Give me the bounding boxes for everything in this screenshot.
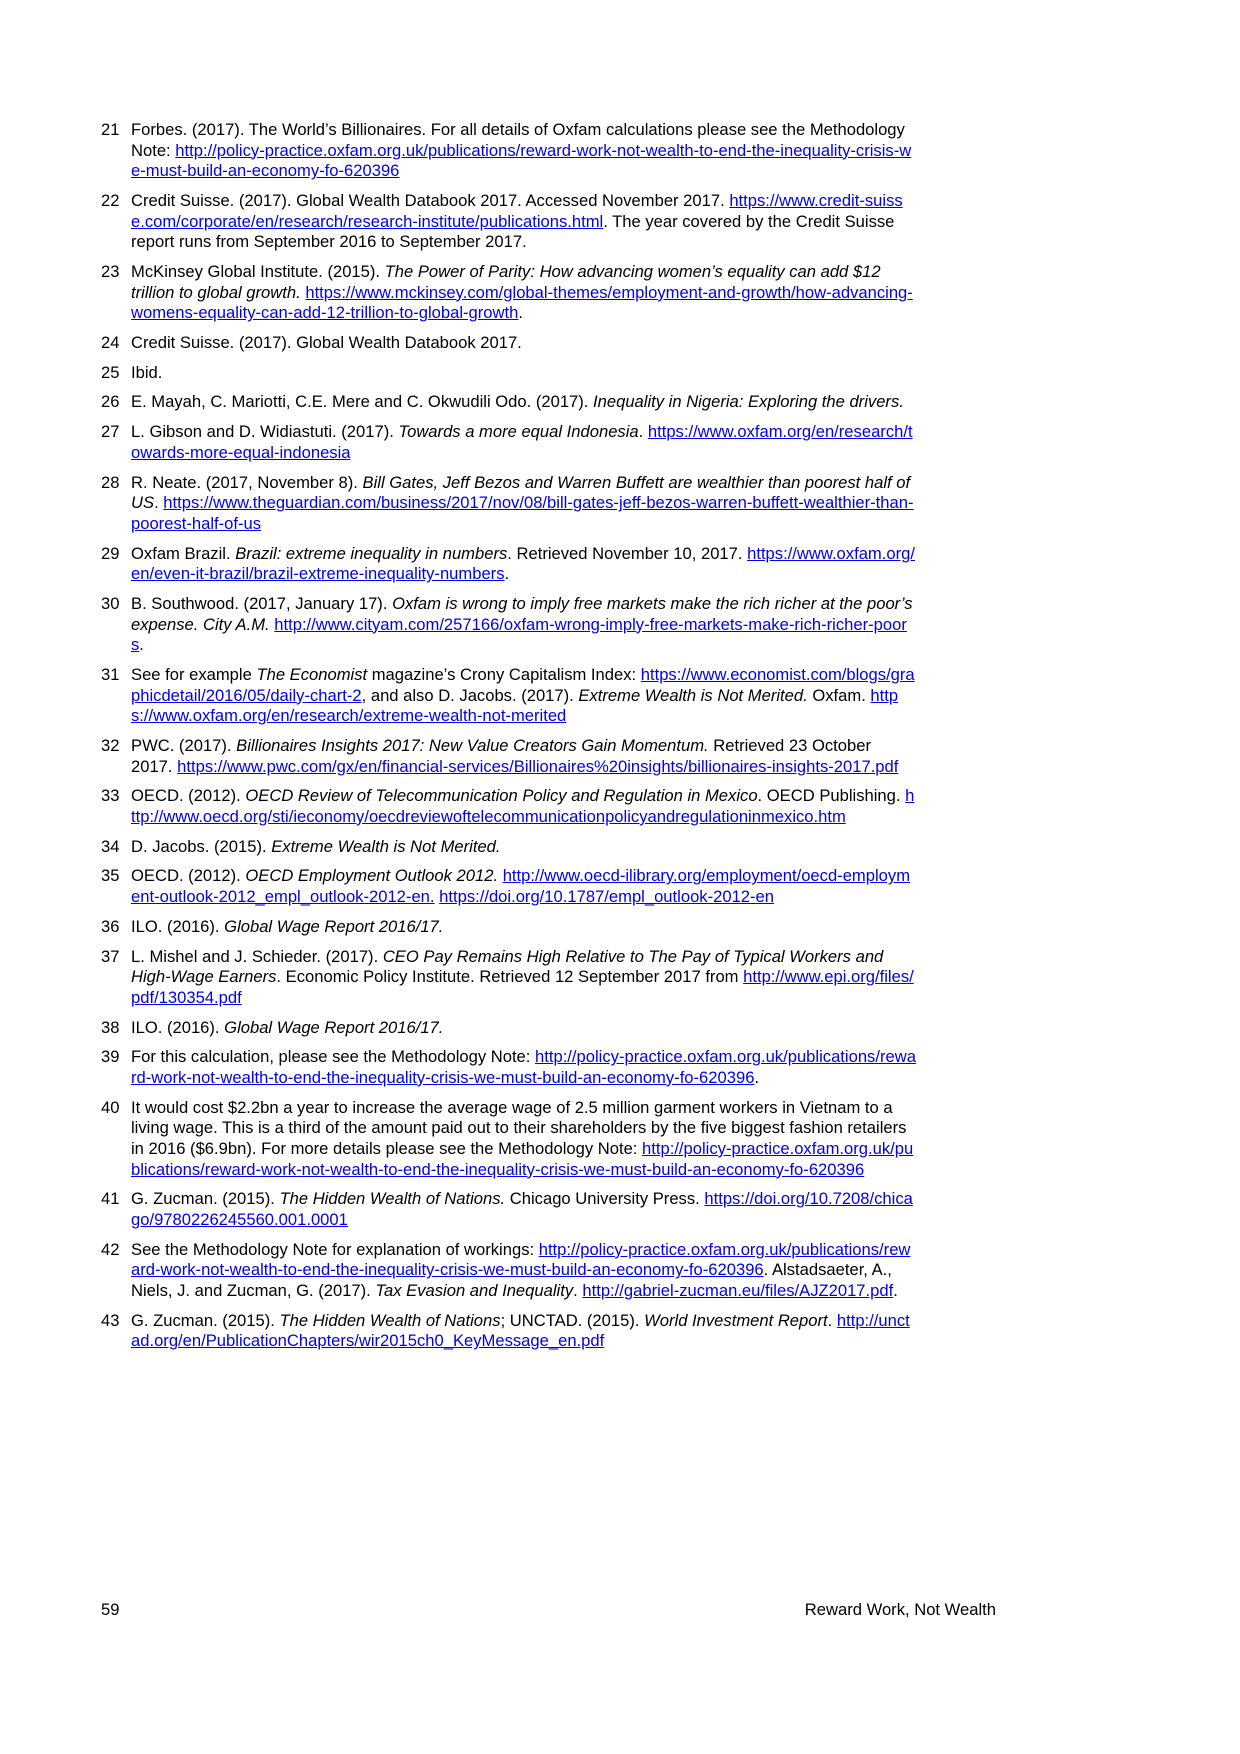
endnote-text: D. Jacobs. (2015). — [131, 836, 272, 856]
endnote-title: Extreme Wealth is Not Merited. — [271, 836, 501, 856]
endnote-title: Extreme Wealth is Not Merited. — [578, 685, 808, 705]
document-title: Reward Work, Not Wealth — [804, 1600, 996, 1619]
endnote-number: 29 — [101, 543, 120, 563]
endnote-link[interactable]: https://www.mckinsey.com/global-themes/employment-and-growth/how-advancing-womens-equality-can-add-12-trillion-to-global-growth — [131, 282, 913, 323]
endnote-link[interactable]: http://www.epi.org/files/pdf/130354.pdf — [131, 967, 914, 1007]
endnote-text: . — [139, 635, 144, 655]
endnote-text: Oxfam Brazil. — [131, 543, 236, 563]
endnote-34 — [101, 837, 916, 858]
endnote-text: Credit Suisse. (2017). Global Wealth Databook 2017. Accessed November 2017. — [131, 190, 730, 210]
endnote-link[interactable]: https://doi.org/10.7208/chicago/9780226245560.001.0001 — [131, 1189, 913, 1229]
endnote-title: Inequality in Nigeria: Exploring the drivers. — [593, 392, 904, 412]
endnote-text: ILO. (2016). — [131, 916, 225, 936]
endnote-number: 31 — [101, 664, 120, 684]
endnote-title: Bill Gates, Jeff Bezos and Warren Buffett are wealthier than poorest half of US — [131, 472, 911, 513]
endnote-text: E. Mayah, C. Mariotti, C.E. Mere and C. Okwudili Odo. (2017). — [131, 392, 594, 412]
endnote-link[interactable]: https://www.oxfam.org/en/research/towards-more-equal-indonesia — [131, 422, 913, 462]
endnote-26 — [101, 392, 916, 413]
endnote-title: The Hidden Wealth of Nations. — [279, 1189, 506, 1209]
endnote-link[interactable]: https://www.theguardian.com/business/2017/nov/08/bill-gates-jeff-bezos-warren-buffett-wealthier-than-poorest-half-of-us — [131, 493, 914, 533]
endnote-number: 36 — [101, 916, 120, 936]
endnote-text: See the Methodology Note for explanation of workings: — [131, 1239, 539, 1259]
endnote-text: OECD. (2012). — [131, 786, 246, 806]
endnote-number: 40 — [101, 1097, 120, 1117]
endnote-text: Chicago University Press. — [505, 1189, 705, 1209]
endnote-25 — [101, 363, 916, 384]
endnote-number: 24 — [101, 332, 120, 352]
endnote-text: R. Neate. (2017, November 8). — [131, 472, 363, 492]
endnote-number: 22 — [101, 190, 120, 210]
page-number: 59 — [101, 1600, 120, 1619]
endnote-33 — [101, 786, 916, 827]
endnote-link[interactable]: http://unctad.org/en/PublicationChapters/wir2015ch0_KeyMessage_en.pdf — [131, 1310, 910, 1351]
endnote-text: For this calculation, please see the Methodology Note: — [131, 1047, 536, 1067]
endnote-link[interactable]: http://www.cityam.com/257166/oxfam-wrong-imply-free-markets-make-rich-richer-poors — [131, 614, 907, 655]
endnote-42 — [101, 1240, 916, 1302]
endnote-number: 43 — [101, 1310, 120, 1330]
endnote-link[interactable]: https://www.pwc.com/gx/en/financial-services/Billionaires%20insights/billionaires-insights-2017.pdf — [177, 756, 899, 776]
endnote-text: magazine’s Crony Capitalism Index: — [367, 664, 641, 684]
endnote-text: See for example — [131, 664, 257, 684]
endnote-number: 32 — [101, 735, 120, 755]
endnote-text: L. Gibson and D. Widiastuti. (2017). — [131, 422, 399, 442]
endnote-link[interactable]: https://www.credit-suisse.com/corporate/en/research/research-institute/publications.html — [131, 190, 903, 231]
endnotes-list — [101, 120, 916, 1361]
endnote-40 — [101, 1098, 916, 1180]
endnote-link[interactable]: http://www.oecd.org/sti/ieconomy/oecdreviewoftelecommunicationpolicyandregulationinmexico.htm — [131, 786, 915, 826]
endnote-text: , and also D. Jacobs. (2017). — [361, 685, 579, 705]
endnote-link[interactable]: http://policy-practice.oxfam.org.uk/publications/reward-work-not-wealth-to-end-the-inequality-crisis-we-must-build-an-economy-fo-620396 — [131, 1047, 916, 1087]
endnote-32 — [101, 736, 916, 777]
endnote-text: . — [504, 564, 510, 584]
endnote-title: Brazil: extreme inequality in numbers — [235, 543, 508, 563]
endnote-title: World Investment Report — [644, 1310, 828, 1330]
endnote-text: . OECD Publishing. — [757, 786, 906, 806]
endnote-text: OECD. (2012). — [131, 866, 246, 886]
endnote-number: 28 — [101, 472, 120, 492]
endnote-title: OECD Employment Outlook 2012. — [245, 866, 499, 886]
endnote-link[interactable]: https://www.economist.com/blogs/graphicdetail/2016/05/daily-chart-2 — [131, 664, 915, 705]
endnote-number: 23 — [101, 261, 120, 281]
endnote-number: 33 — [101, 786, 120, 806]
endnote-number: 26 — [101, 392, 120, 412]
endnote-text: . — [827, 1310, 837, 1330]
endnote-number: 30 — [101, 593, 120, 613]
endnote-number: 27 — [101, 422, 120, 442]
endnote-text: B. Southwood. (2017, January 17). — [131, 593, 393, 613]
endnote-35 — [101, 866, 916, 907]
endnote-21 — [101, 120, 916, 182]
endnote-number: 38 — [101, 1017, 120, 1037]
endnote-31 — [101, 665, 916, 727]
endnote-text: McKinsey Global Institute. (2015). — [131, 261, 385, 281]
endnote-title: OECD Review of Telecommunication Policy and Regulation in Mexico — [245, 786, 758, 806]
endnote-39 — [101, 1047, 916, 1088]
endnote-link[interactable]: http://gabriel-zucman.eu/files/AJZ2017.pdf — [582, 1280, 894, 1300]
endnote-text: Forbes. (2017). The World’s Billionaires. For all details of Oxfam calculations please see the Methodology Note: — [131, 120, 905, 160]
endnote-title: Tax Evasion and Inequality — [375, 1280, 574, 1300]
endnote-38 — [101, 1018, 916, 1039]
endnote-36 — [101, 917, 916, 938]
endnote-text: . Retrieved November 10, 2017. — [507, 543, 748, 563]
endnote-text: . Alstadsaeter, A., Niels, J. and Zucman, G. (2017). — [131, 1260, 892, 1300]
endnote-23 — [101, 262, 916, 324]
endnote-text: . — [638, 422, 648, 442]
endnote-number: 35 — [101, 866, 120, 886]
endnote-title: The Hidden Wealth of Nations — [279, 1310, 501, 1330]
endnote-text: L. Mishel and J. Schieder. (2017). — [131, 946, 383, 966]
endnote-title: Billionaires Insights 2017: New Value Creators Gain Momentum. — [236, 735, 709, 755]
endnote-text: . — [518, 303, 523, 323]
endnote-link[interactable]: https://www.oxfam.org/en/research/extreme-wealth-not-merited — [131, 685, 899, 726]
endnote-29 — [101, 544, 916, 585]
endnote-title: Oxfam is wrong to imply free markets make the rich richer at the poor’s expense. City A.M. — [131, 593, 913, 634]
endnote-text: ILO. (2016). — [131, 1017, 225, 1037]
endnote-link[interactable]: http://policy-practice.oxfam.org.uk/publications/reward-work-not-wealth-to-end-the-inequality-crisis-we-must-build-an-economy-fo-620396 — [131, 140, 912, 181]
endnote-title: CEO Pay Remains High Relative to The Pay of Typical Workers and High-Wage Earners — [131, 946, 884, 987]
endnote-link[interactable]: https://doi.org/10.1787/empl_outlook-2012-en — [439, 887, 775, 907]
endnote-text: . — [573, 1280, 583, 1300]
endnote-title: Towards a more equal Indonesia — [398, 422, 639, 442]
endnote-title: Global Wage Report 2016/17. — [224, 916, 444, 936]
endnote-number: 39 — [101, 1047, 120, 1067]
endnote-number: 25 — [101, 362, 120, 382]
endnote-number: 41 — [101, 1189, 120, 1209]
endnote-text: G. Zucman. (2015). — [131, 1310, 280, 1330]
endnote-28 — [101, 473, 916, 535]
endnote-text: PWC. (2017). — [131, 735, 237, 755]
endnote-text: G. Zucman. (2015). — [131, 1189, 280, 1209]
endnote-37 — [101, 947, 916, 1009]
endnote-41 — [101, 1189, 916, 1230]
endnote-text: It would cost $2.2bn a year to increase the average wage of 2.5 million garment workers in Vietnam to a living wage. This is a third of the amount paid out to their shareholders by the five biggest fashion retailers in 2016 ($6.9bn). For more details please see the Methodology Note: — [131, 1097, 907, 1158]
endnote-text: Retrieved 23 October 2017. — [131, 735, 871, 776]
endnote-link[interactable]: http://policy-practice.oxfam.org.uk/publications/reward-work-not-wealth-to-end-the-inequality-crisis-we-must-build-an-economy-fo-620396 — [131, 1239, 911, 1280]
endnote-title: The Power of Parity: How advancing women’s equality can add $12 trillion to global growth. — [131, 261, 881, 302]
endnote-number: 42 — [101, 1239, 120, 1259]
endnote-24 — [101, 333, 916, 354]
endnote-text: . — [154, 493, 164, 513]
endnote-link[interactable]: http://www.oecd-ilibrary.org/employment/oecd-employment-outlook-2012_empl_outlook-2012-en. — [131, 866, 911, 907]
endnote-text: Oxfam. — [807, 685, 871, 705]
endnote-link[interactable]: https://www.oxfam.org/en/even-it-brazil/brazil-extreme-inequality-numbers — [131, 543, 915, 584]
endnote-text: . The year covered by the Credit Suisse report runs from September 2016 to September 2017. — [131, 211, 895, 252]
endnote-43 — [101, 1311, 916, 1352]
endnote-text: Ibid. — [131, 362, 163, 382]
endnote-text: . Economic Policy Institute. Retrieved 12 September 2017 from — [276, 967, 744, 987]
endnote-text: Credit Suisse. (2017). Global Wealth Databook 2017. — [131, 332, 522, 352]
endnote-text: . — [893, 1280, 898, 1300]
endnote-text: ; UNCTAD. (2015). — [500, 1310, 645, 1330]
endnote-link[interactable]: http://policy-practice.oxfam.org.uk/publications/reward-work-not-wealth-to-end-the-inequality-crisis-we-must-build-an-economy-fo-620396 — [131, 1138, 914, 1179]
endnote-22 — [101, 191, 916, 253]
endnote-number: 37 — [101, 946, 120, 966]
endnote-27 — [101, 422, 916, 463]
endnote-text: . — [754, 1067, 760, 1087]
endnote-title: Global Wage Report 2016/17. — [224, 1017, 444, 1037]
endnote-number: 21 — [101, 120, 120, 139]
endnote-30 — [101, 594, 916, 656]
endnote-number: 34 — [101, 836, 120, 856]
endnote-title: The Economist — [256, 664, 368, 684]
